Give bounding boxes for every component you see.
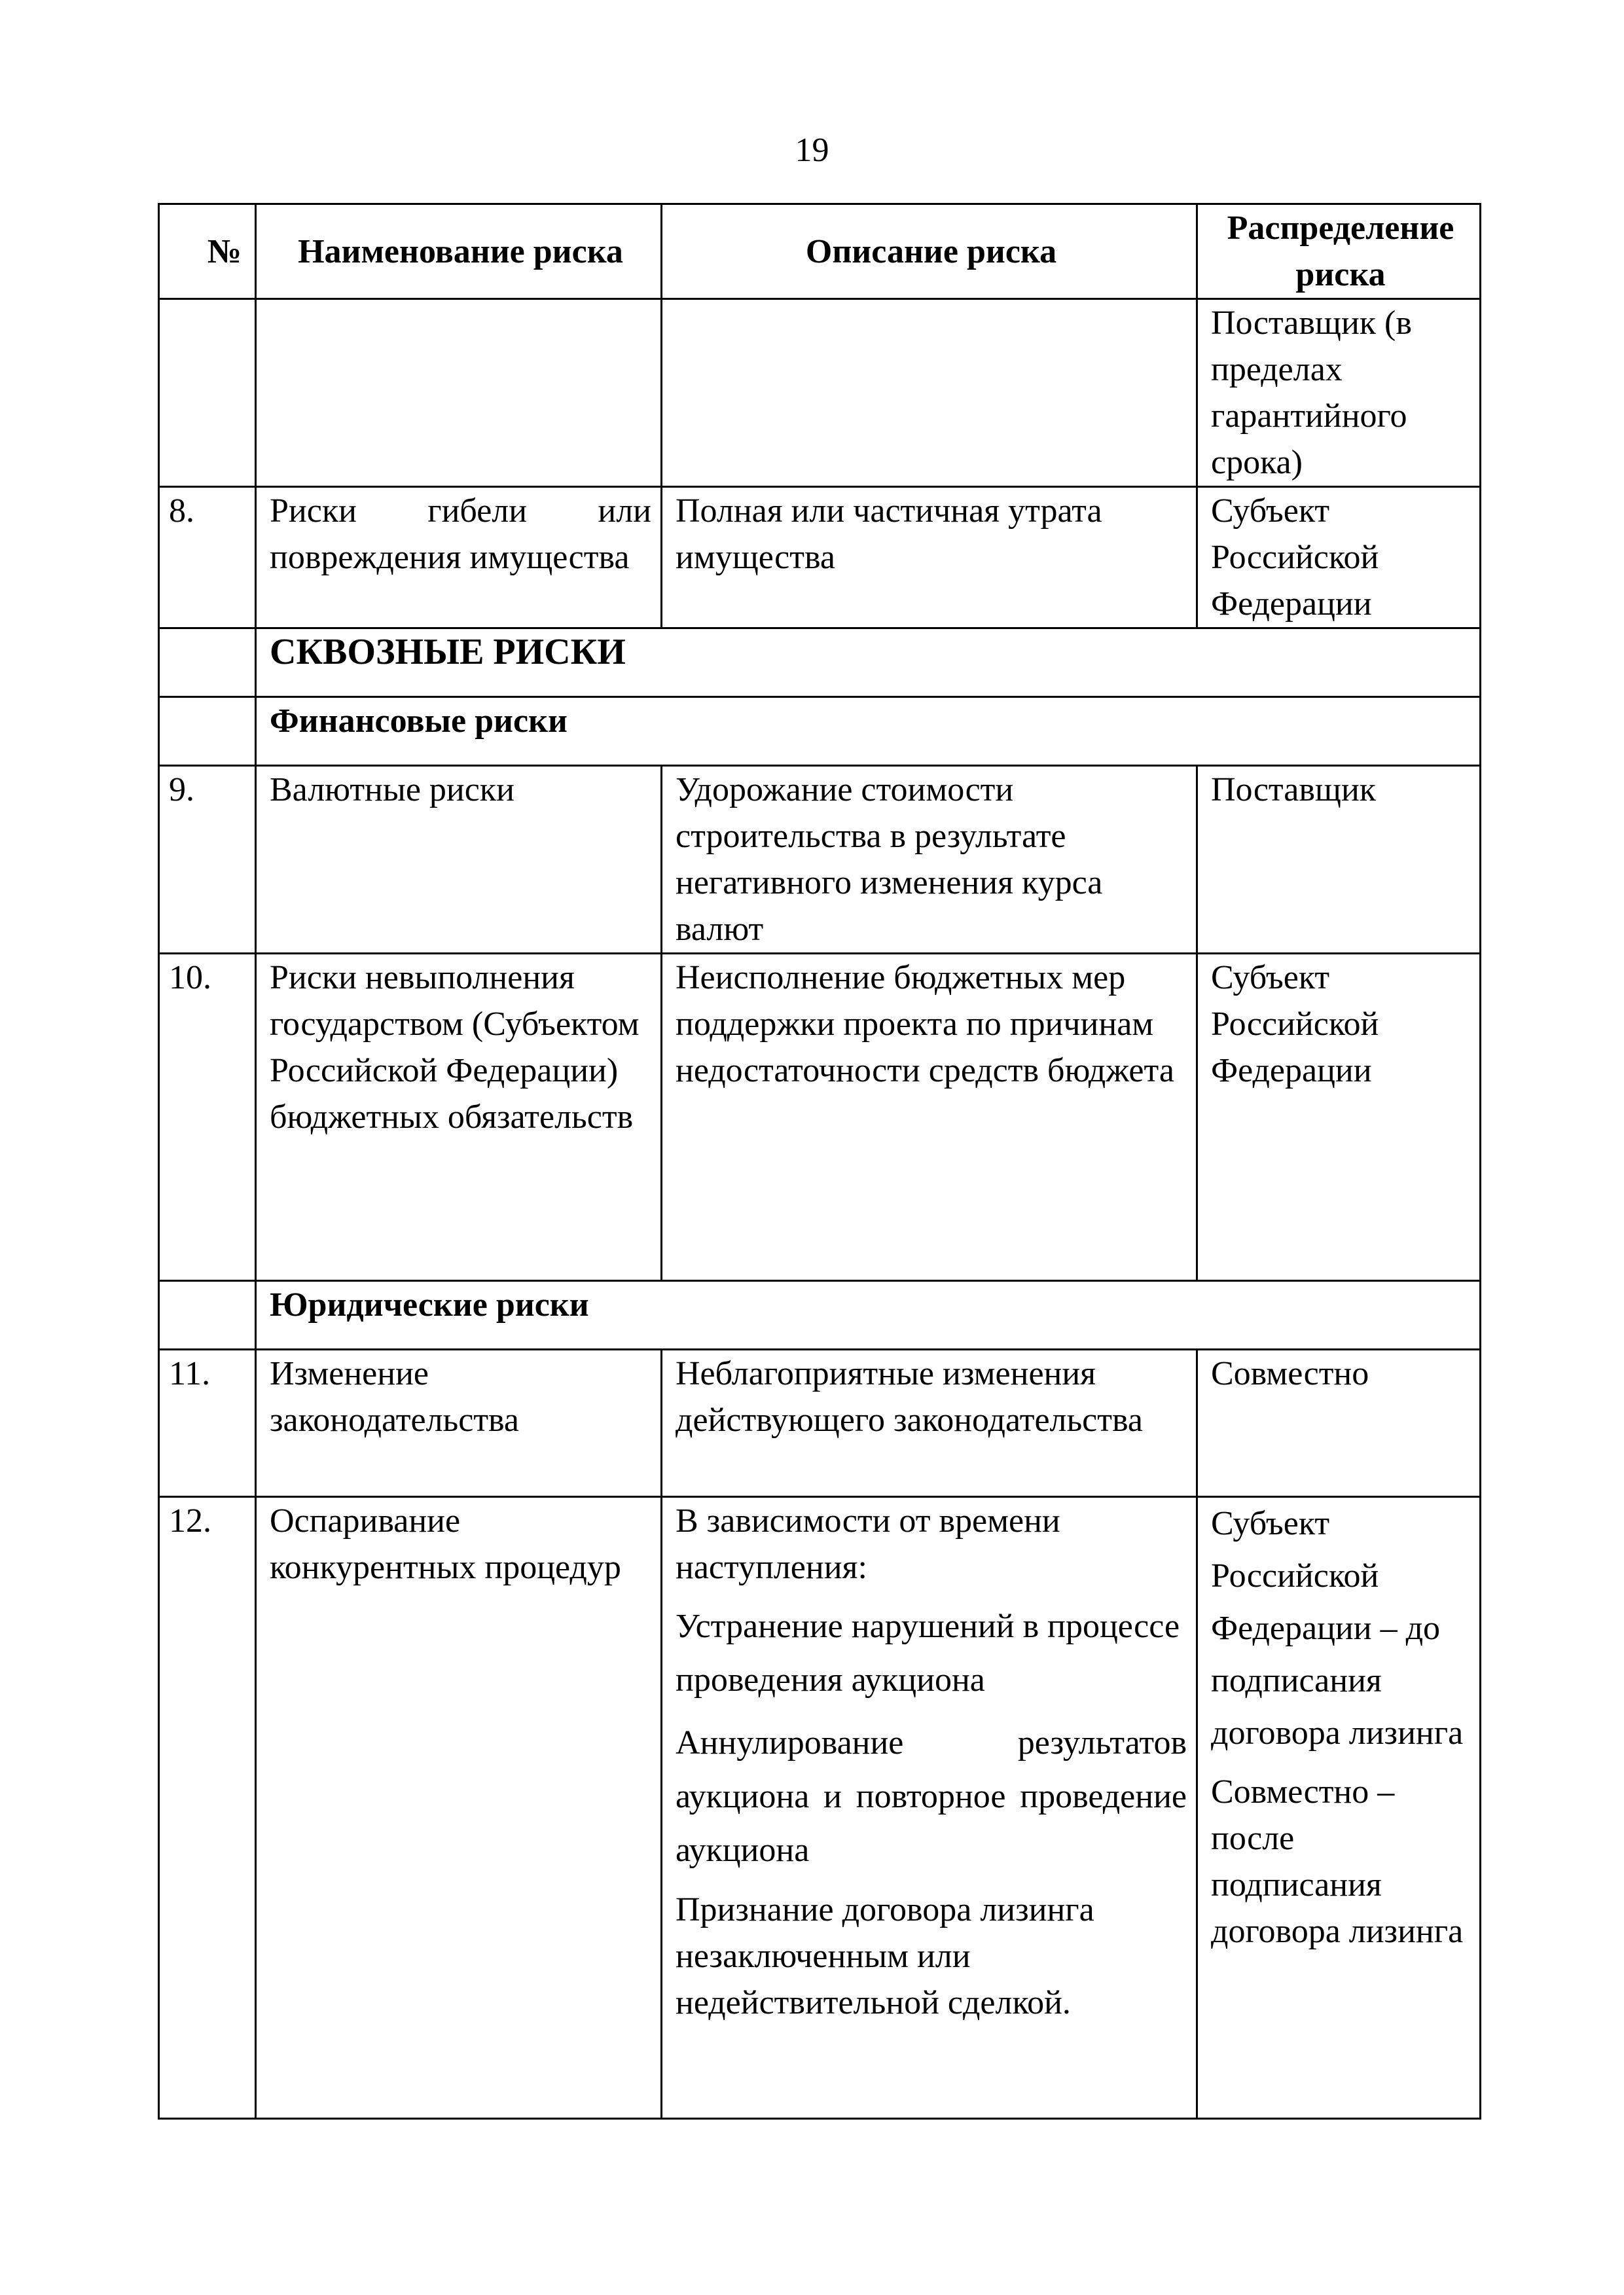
header-risk-description: Описание риска: [662, 204, 1197, 299]
cell-number: 11.: [159, 1350, 256, 1497]
cell-name: Риски гибели или повреждения имущества: [256, 487, 662, 628]
description-paragraph: В зависимости от времени наступления:: [676, 1502, 1060, 1586]
cell-number: [159, 299, 256, 487]
cell-distribution: Субъект Российской Федерации: [1197, 954, 1481, 1281]
distribution-paragraph: Совместно – после подписания договора лизинга: [1211, 1773, 1464, 1950]
cell-name: Оспаривание конкурентных процедур: [256, 1497, 662, 2119]
table-row-10: [159, 954, 1481, 1281]
header-number: №: [159, 204, 256, 299]
table-row-9: [159, 766, 1481, 954]
cell-distribution: Поставщик (в пределах гарантийного срока): [1197, 299, 1481, 487]
risk-table: [158, 203, 1481, 2120]
cell-description: Полная или частичная утрата имущества: [662, 487, 1197, 628]
subsection-title: Юридические риски: [256, 1281, 1481, 1350]
cell-number: 9.: [159, 766, 256, 954]
description-paragraph: Устранение нарушений в процессе проведения аукциона: [676, 1608, 1180, 1699]
table-row-continuation: [159, 299, 1481, 487]
cell-number: [159, 628, 256, 697]
section-title: СКВОЗНЫЕ РИСКИ: [256, 628, 1481, 697]
cell-name: Валютные риски: [256, 766, 662, 954]
cell-name: [256, 299, 662, 487]
cell-distribution: Субъект Российской Федерации: [1197, 487, 1481, 628]
subsection-title: Финансовые риски: [256, 697, 1481, 766]
description-paragraph: Аннулирование результатов аукциона и повторное проведение аукциона: [676, 1724, 1187, 1869]
section-row-cross-risks: [159, 628, 1481, 697]
cell-number: 10.: [159, 954, 256, 1281]
table-row-11: [159, 1350, 1481, 1497]
table-header-row: [159, 204, 1481, 299]
cell-description: [662, 299, 1197, 487]
header-risk-name: Наименование риска: [256, 204, 662, 299]
cell-distribution: Совместно: [1197, 1350, 1481, 1497]
distribution-paragraph: Субъект Российской Федерации – до подписания договора лизинга: [1211, 1505, 1464, 1752]
header-risk-distribution: Распределение риска: [1197, 204, 1481, 299]
cell-description: Удорожание стоимости строительства в результате негативного изменения курса валют: [662, 766, 1197, 954]
cell-name: Риски невыполнения государством (Субъектом Российской Федерации) бюджетных обязательств: [256, 954, 662, 1281]
subsection-row-legal: [159, 1281, 1481, 1350]
table-row-8: [159, 487, 1481, 628]
cell-name: Изменение законодательства: [256, 1350, 662, 1497]
cell-description: Неблагоприятные изменения действующего законодательства: [662, 1350, 1197, 1497]
subsection-row-financial: [159, 697, 1481, 766]
cell-number: 8.: [159, 487, 256, 628]
cell-description: Неисполнение бюджетных мер поддержки проекта по причинам недостаточности средств бюджета: [662, 954, 1197, 1281]
cell-description: [662, 1497, 1197, 2119]
description-paragraph: Признание договора лизинга незаключенным или недействительной сделкой.: [676, 1891, 1094, 2021]
cell-number: [159, 1281, 256, 1350]
table-row-12: [159, 1497, 1481, 2119]
cell-distribution: Поставщик: [1197, 766, 1481, 954]
cell-number: [159, 697, 256, 766]
cell-number: 12.: [159, 1497, 256, 2119]
page-number: 19: [795, 132, 829, 169]
cell-distribution: [1197, 1497, 1481, 2119]
